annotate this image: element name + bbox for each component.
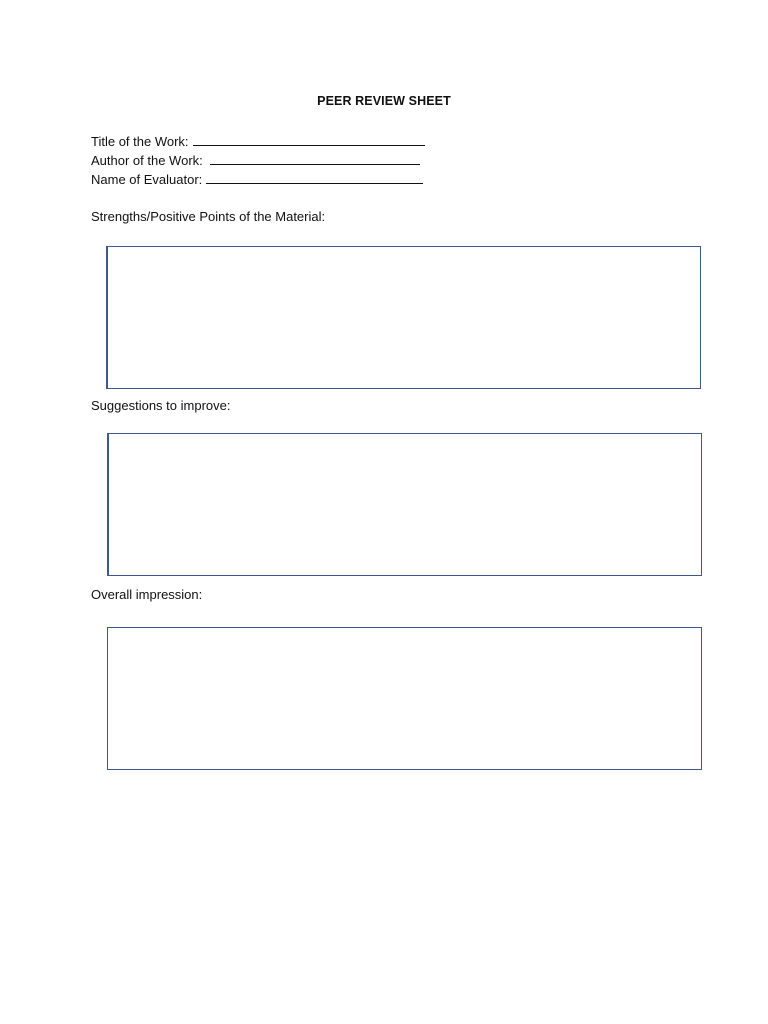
strengths-label: Strengths/Positive Points of the Material:: [91, 209, 326, 224]
field-label: Name of Evaluator:: [91, 172, 203, 187]
field-title-of-work: [91, 132, 425, 150]
name-of-evaluator-blank[interactable]: [206, 170, 423, 184]
author-of-work-blank[interactable]: [210, 151, 420, 165]
field-label: Author of the Work:: [91, 153, 203, 168]
page-title: PEER REVIEW SHEET: [317, 94, 451, 108]
strengths-answer-box[interactable]: [106, 246, 701, 389]
title-of-work-blank[interactable]: [193, 132, 425, 146]
overall-impression-label: Overall impression:: [91, 587, 203, 602]
field-name-of-evaluator: [91, 170, 423, 188]
field-author-of-work: [91, 151, 420, 169]
suggestions-answer-box[interactable]: [107, 433, 702, 576]
suggestions-label: Suggestions to improve:: [91, 398, 231, 413]
overall-impression-answer-box[interactable]: [107, 627, 702, 770]
field-label: Title of the Work:: [91, 134, 189, 149]
